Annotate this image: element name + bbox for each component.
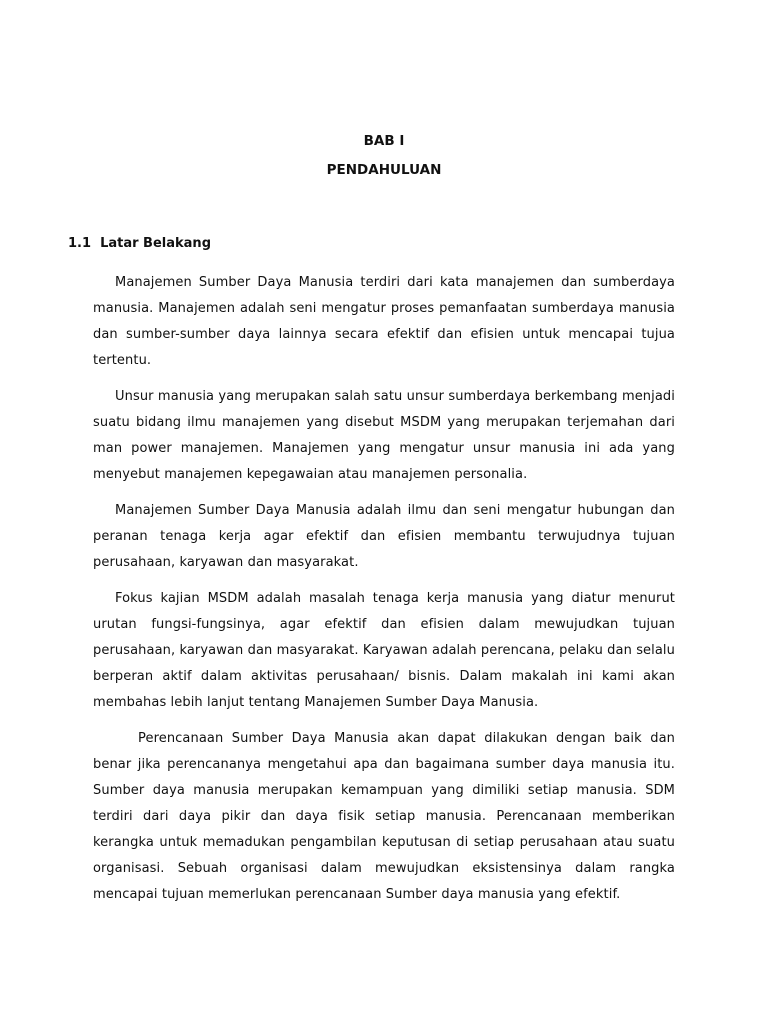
paragraph-1: Manajemen Sumber Daya Manusia terdiri dari kata manajemen dan sumberdaya manusia. Manajemen adalah seni mengatur proses pemanfaatan sumberdaya manusia dan sumber-sumber daya lainnya secara efektif dan efisien untuk mencapai tujua tertentu. [93, 275, 675, 368]
paragraph-4: Fokus kajian MSDM adalah masalah tenaga kerja manusia yang diatur menurut urutan fungsi-fungsinya, agar efektif dan efisien dalam mewujudkan tujuan perusahaan, karyawan dan masyarakat. Karyawan adalah perencana, pelaku dan selalu berperan aktif dalam aktivitas perusahaan/ bisnis. Dalam makalah ini kami akan membahas lebih lanjut tentang Manajemen Sumber Daya Manusia. [93, 591, 675, 710]
chapter-number: BAB I [363, 133, 405, 149]
section-heading: 1.1 Latar Belakang [68, 236, 211, 251]
paragraph-2: Unsur manusia yang merupakan salah satu unsur sumberdaya berkembang menjadi suatu bidang ilmu manajemen yang disebut MSDM yang merupakan terjemahan dari man power manajemen. Manajemen yang mengatur unsur manusia ini ada yang menyebut manajemen kepegawaian atau manajemen personalia. [93, 389, 675, 482]
document-body [93, 270, 675, 918]
paragraph-5: Perencanaan Sumber Daya Manusia akan dapat dilakukan dengan baik dan benar jika perencananya mengetahui apa dan bagaimana sumber daya manusia itu. Sumber daya manusia merupakan kemampuan yang dimiliki setiap manusia. SDM terdiri dari daya pikir dan daya fisik setiap manusia. Perencanaan memberikan kerangka untuk memadukan pengambilan keputusan di setiap perusahaan atau suatu organisasi. Sebuah organisasi dalam mewujudkan eksistensinya dalam rangka mencapai tujuan memerlukan perencanaan Sumber daya manusia yang efektif. [93, 731, 675, 902]
paragraph-3: Manajemen Sumber Daya Manusia adalah ilmu dan seni mengatur hubungan dan peranan tenaga kerja agar efektif dan efisien membantu terwujudnya tujuan perusahaan, karyawan dan masyarakat. [93, 503, 675, 570]
chapter-title: PENDAHULUAN [326, 162, 442, 178]
